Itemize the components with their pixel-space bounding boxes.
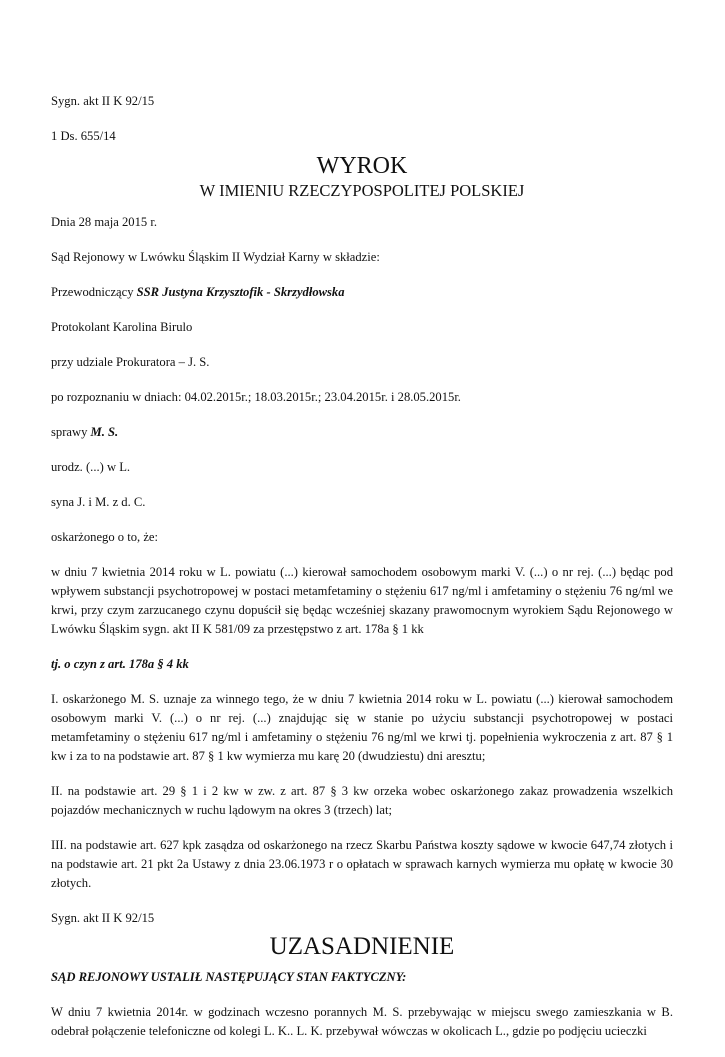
facts-heading: SĄD REJONOWY USTALIŁ NASTĘPUJĄCY STAN FAKTYCZNY:	[51, 970, 407, 984]
court-line: Sąd Rejonowy w Lwówku Śląskim II Wydział Karny w składzie:	[51, 250, 380, 264]
case-line: sprawy M. S.	[51, 425, 119, 439]
document-title: WYROK	[316, 153, 408, 179]
birth-line: urodz. (...) w L.	[51, 460, 131, 474]
judge-name: SSR Justyna Krzysztofik - Skrzydłowska	[136, 285, 345, 299]
clerk-line: Protokolant Karolina Birulo	[51, 320, 193, 334]
document-page	[51, 92, 673, 1057]
ruling-2: II. na podstawie art. 29 § 1 i 2 kw w zw. z art. 87 § 3 kw orzeka wobec oskarżonego zakaz prowadzenia wszelkich pojazdów mechanicznych w ruchu lądowym na okres 3 (trzech) lat;	[51, 784, 673, 817]
defendant-name: M. S.	[90, 425, 119, 439]
accused-line: oskarżonego o to, że:	[51, 530, 159, 544]
ds-number: 1 Ds. 655/14	[51, 129, 116, 143]
prosecutor-line: przy udziale Prokuratora – J. S.	[51, 355, 210, 369]
case-signature-2: Sygn. akt II K 92/15	[51, 911, 155, 925]
presiding-judge: Przewodniczący SSR Justyna Krzysztofik - Skrzydłowska	[51, 285, 345, 299]
facts-paragraph: W dniu 7 kwietnia 2014r. w godzinach wczesno porannych M. S. przebywając w miejscu swego zamieszkania w B. odebrał połączenie telefoniczne od kolegi L. K.. L. K. przebywał wówczas w okolicach L., gdzie po podjęciu ucieczki	[51, 1005, 673, 1038]
hearing-dates: po rozpoznaniu w dniach: 04.02.2015r.; 18.03.2015r.; 23.04.2015r. i 28.05.2015r.	[51, 390, 461, 404]
charge-paragraph: w dniu 7 kwietnia 2014 roku w L. powiatu (...) kierował samochodem osobowym marki V. (...) o nr rej. (...) będąc pod wpływem substancji psychotropowej w postaci metamfetaminy o stężeniu 617 ng/ml i amfetaminy o stężeniu 76 ng/ml we krwi, przy czym zarzucanego czynu dopuścił się będąc wcześniej skazany prawomocnym wyrokiem Sądu Rejonowego w Lwówku Śląskim sygn. akt II K 581/09 za przestępstwo z art. 178a § 1 kk	[51, 565, 673, 636]
legal-basis: tj. o czyn z art. 178a § 4 kk	[51, 657, 189, 671]
ruling-1: I. oskarżonego M. S. uznaje za winnego tego, że w dniu 7 kwietnia 2014 roku w L. powiatu (...) kierował samochodem osobowym marki V. (...) o nr rej. (...) znajdując się w stanie po użyciu substancji psychotropowej w postaci metamfetaminy o stężeniu 617 ng/ml i amfetaminy o stężeniu 76 ng/ml we krwi tj. popełnienia wykroczenia z art. 87 § 1 kw i za to na podstawie art. 87 § 1 kw wymierza mu karę 20 (dwudziestu) dni aresztu;	[51, 692, 673, 763]
parents-line: syna J. i M. z d. C.	[51, 495, 146, 509]
document-subtitle: W IMIENIU RZECZYPOSPOLITEJ POLSKIEJ	[199, 181, 525, 200]
case-signature: Sygn. akt II K 92/15	[51, 94, 155, 108]
justification-title: UZASADNIENIE	[269, 933, 455, 960]
date-line: Dnia 28 maja 2015 r.	[51, 215, 157, 229]
ruling-3: III. na podstawie art. 627 kpk zasądza od oskarżonego na rzecz Skarbu Państwa koszty sądowe w kwocie 647,74 złotych i na podstawie art. 21 pkt 2a Ustawy z dnia 23.06.1973 r o opłatach w sprawach karnych wymierza mu opłatę w kwocie 30 złotych.	[51, 838, 673, 890]
